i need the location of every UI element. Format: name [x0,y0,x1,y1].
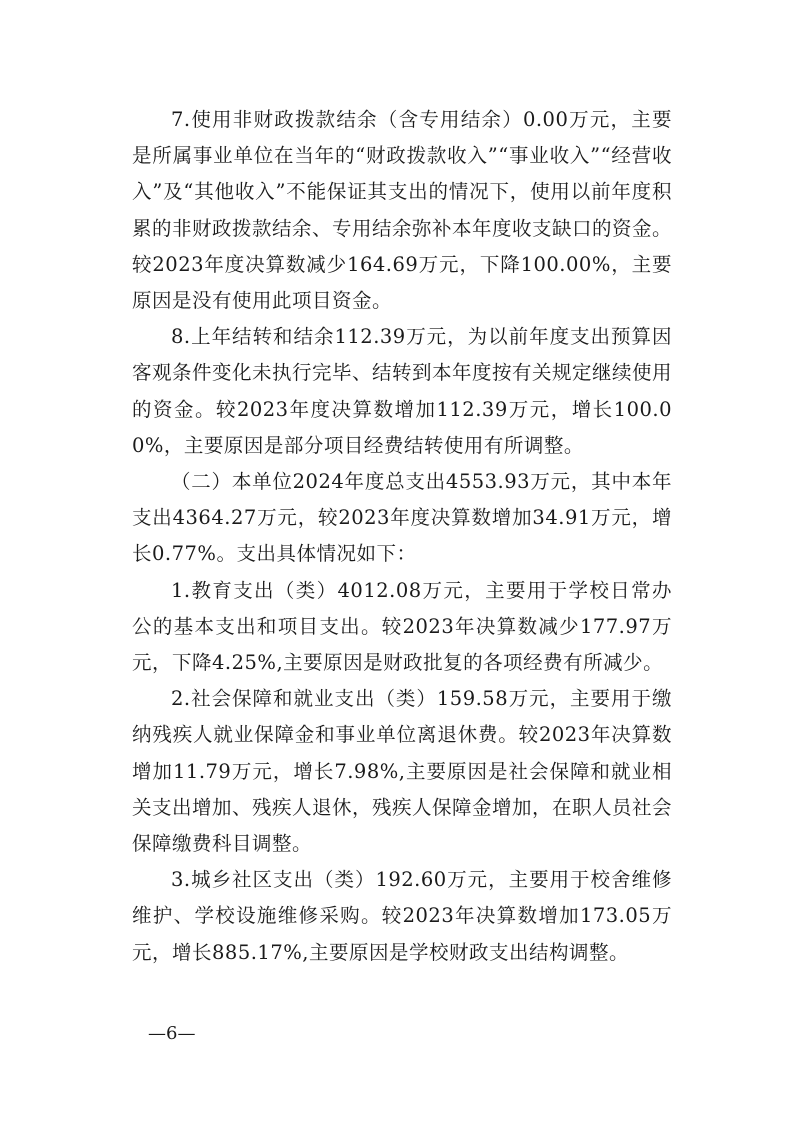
document-body [132,102,672,971]
paragraph-total-expenditure: （二）本单位2024年度总支出4553.93万元，其中本年支出4364.27万元，较2023年度决算数增加34.91万元，增长0.77%。支出具体情况如下： [132,470,672,566]
paragraph-8-carryover-balance: 8.上年结转和结余112.39万元，为以前年度支出预算因客观条件变化未执行完毕、结转到本年度按有关规定继续使用的资金。较2023年度决算数增加112.39万元，增长100.00%，主要原因是部分项目经费结转使用有所调整。 [132,325,673,457]
paragraph-7-non-fiscal-balance: 7.使用非财政拨款结余（含专用结余）0.00万元，主要是所属事业单位在当年的“财政拨款收入”“事业收入”“经营收入”及“其他收入”不能保证其支出的情况下，使用以前年度积累的非财政拨款结余、专用结余弥补本年度收支缺口的资金。较2023年度决算数减少164.69万元，下降100.00%，主要原因是没有使用此项目资金。 [132,108,673,313]
paragraph-education-expenditure: 1.教育支出（类）4012.08万元，主要用于学校日常办公的基本支出和项目支出。较2023年决算数减少177.97万元，下降4.25%,主要原因是财政批复的各项经费有所减少。 [132,578,672,675]
paragraph-social-security-expenditure: 2.社会保障和就业支出（类）159.58万元，主要用于缴纳残疾人就业保障金和事业单位离退休费。较2023年决算数增加11.79万元，增长7.98%,主要原因是社会保障和就业相关支出增加、残疾人退休，残疾人保障金增加，在职人员社会保障缴费科目调整。 [132,687,673,856]
page-number: —6— [148,1023,196,1044]
paragraph-community-expenditure: 3.城乡社区支出（类）192.60万元，主要用于校舍维修维护、学校设施维修采购。较2023年决算数增加173.05万元，增长885.17%,主要原因是学校财政支出结构调整。 [132,868,672,964]
